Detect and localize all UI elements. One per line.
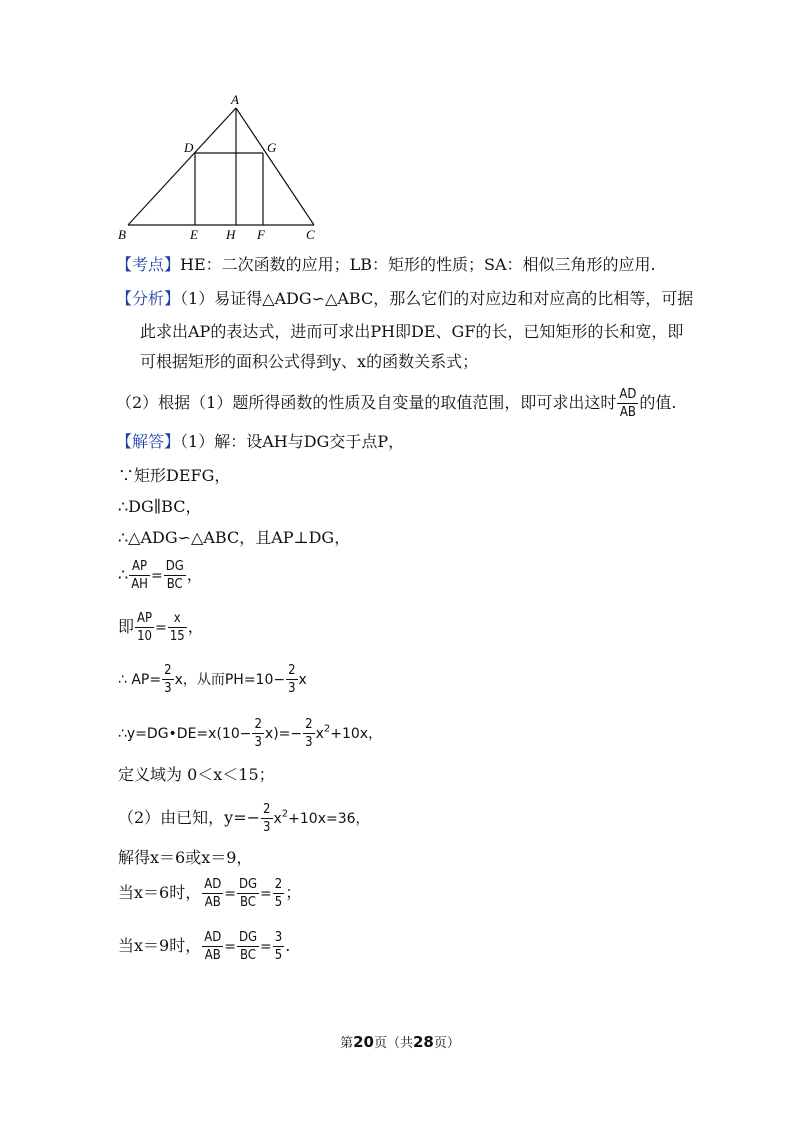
jieda-line-5: ∴ $\frac{AP}{AH}$ = $\frac{DG}{BC}$ ，: [118, 559, 203, 592]
fraction-ap-ah: $\frac{AP}{AH}$: [131, 559, 148, 592]
fraction-ad-ab: $\frac{AD}{AB}$: [204, 930, 222, 963]
kaodian-line: [116, 255, 656, 275]
kaodian-tag: 【考点】: [116, 255, 181, 274]
label-b: B: [118, 227, 126, 242]
jieda-line-4: ∴△ADG∽△ABC，且AP⊥DG，: [118, 528, 351, 547]
fenxi-line-2: 此求出AP的表达式，进而可求出PH即DE、GF的长，已知矩形的长和宽，即: [140, 322, 684, 341]
current-page: 20: [353, 1033, 374, 1051]
triangle-figure: [110, 92, 330, 244]
fraction-2-3: $\frac{2}{3}$: [164, 663, 172, 696]
fraction-3-5: $\frac{3}{5}$: [274, 930, 283, 963]
side-ab: [128, 108, 236, 225]
fraction-ap-10: $\frac{AP}{10}$: [137, 611, 153, 644]
fenxi-text-1: （1）易证得△ADG∽△ABC，那么它们的对应边和对应高的比相等，可据: [180, 289, 694, 308]
jieda-line-8: ∴y=DG•DE=x(10− $\frac{2}{3}$ x)=− $\frac{2}{3}$ $x^2+10x$，: [118, 717, 383, 750]
fenxi-text-4b: 的值.: [639, 393, 677, 412]
jieda-line-12: 当x＝6时， $\frac{AD}{AB}$ = $\frac{DG}{BC}$ = $\frac{2}{5}$ ；: [118, 877, 302, 910]
fenxi-tag: 【分析】: [116, 289, 181, 308]
fraction-2-3: $\frac{2}{3}$: [305, 717, 313, 750]
total-pages: 28: [413, 1033, 434, 1051]
fraction-2-3: $\frac{2}{3}$: [263, 802, 271, 835]
fenxi-line-4: [116, 388, 676, 419]
jieda-line-11: 解得x＝6或x＝9，: [118, 848, 253, 867]
fraction-2-3: $\frac{2}{3}$: [288, 663, 296, 696]
label-h: H: [226, 227, 236, 242]
jieda-line-6: 即 $\frac{AP}{10}$ = $\frac{x}{15}$ ，: [118, 611, 204, 644]
page-footer: 第20页（共28页）: [340, 1033, 460, 1051]
jieda-line-7: ∴ AP= $\frac{2}{3}$ x，从而PH=10− $\frac{2}{3}$ x: [118, 663, 307, 696]
jieda-line-13: 当x＝9时， $\frac{AD}{AB}$ = $\frac{DG}{BC}$ = $\frac{3}{5}$ .: [118, 930, 291, 963]
kaodian-text: HE：二次函数的应用；LB：矩形的性质；SA：相似三角形的应用.: [180, 255, 656, 274]
label-f: F: [257, 227, 265, 242]
label-g: G: [267, 140, 277, 155]
fraction-x-15: $\frac{x}{15}$: [169, 611, 185, 644]
jieda-text-1: （1）解：设AH与DG交于点P，: [180, 432, 405, 451]
fraction-dg-bc: $\frac{DG}{BC}$: [238, 877, 258, 910]
fenxi-line-3: 可根据矩形的面积公式得到y、x的函数关系式；: [140, 352, 479, 371]
jieda-line-10: （2）由已知，y=− $\frac{2}{3}$ $x^2+10x=36$，: [118, 802, 370, 835]
label-d: D: [184, 140, 194, 155]
jieda-tag: 【解答】: [116, 432, 181, 451]
side-ac: [236, 108, 314, 225]
jieda-line-3: ∴DG∥BC，: [118, 497, 202, 516]
label-a: A: [231, 92, 239, 107]
fraction-dg-bc: $\frac{DG}{BC}$: [238, 930, 258, 963]
label-c: C: [306, 227, 315, 242]
fraction-dg-bc: $\frac{DG}{BC}$: [165, 559, 184, 592]
fraction-ad-ab: $\frac{AD}{AB}$: [619, 387, 637, 420]
fenxi-line-1: [116, 289, 693, 309]
fraction-ad-ab: $\frac{AD}{AB}$: [204, 877, 222, 910]
jieda-line-1: [116, 432, 404, 452]
jieda-line-9: 定义域为 0＜x＜15；: [118, 765, 275, 784]
fraction-2-3: $\frac{2}{3}$: [254, 717, 262, 750]
label-e: E: [190, 227, 198, 242]
fenxi-text-4a: （2）根据（1）题所得函数的性质及自变量的取值范围，即可求出这时: [116, 393, 617, 412]
jieda-line-2: ∵矩形DEFG，: [118, 466, 231, 485]
fraction-2-5: $\frac{2}{5}$: [274, 877, 283, 910]
